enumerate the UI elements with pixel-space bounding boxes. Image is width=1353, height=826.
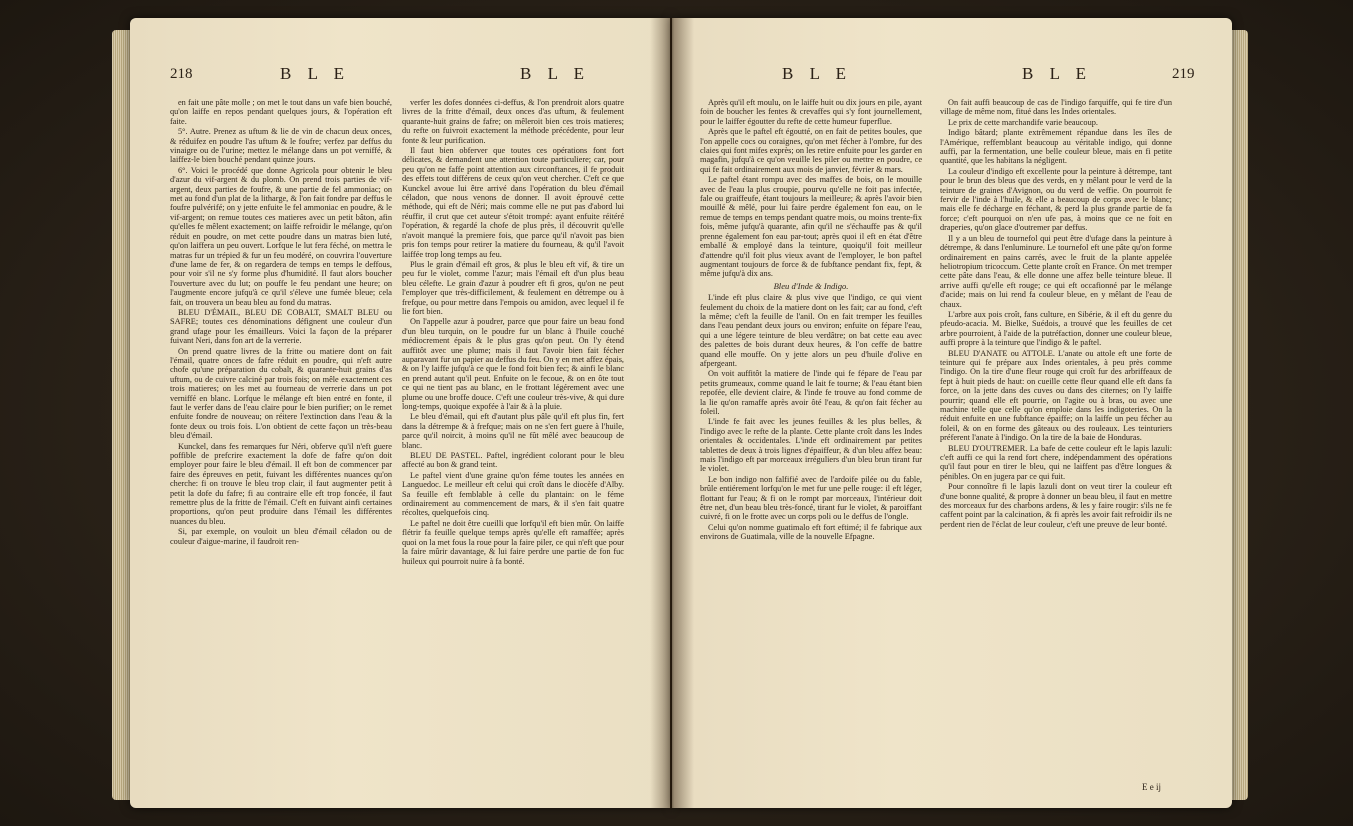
paragraph: Après que le paftel eft égoutté, on en fait de petites boules, que l'on appelle cocs ou coraignes, qu'on met fécher à l'ombre, fur des claies qui font mifes exprès; on les retire enfuite pour les garder en magafin, jufqu'à ce qu'on veuille les piler ou mettre en poudre, ce qui fe fait ordinairement aux mois de janvier, février & mars. xyxy=(700,127,922,174)
paragraph: Le paftel vient d'une graine qu'on féme toutes les années en Languedoc. Le meilleur eft celui qui croît dans le diocèfe d'Alby. Sa feuille eft femblable à celle du plantain: on le féme ordinairement au commencement de mars, & il s'en fait quatre récoltes, quelquefois cinq. xyxy=(402,470,624,518)
running-head-right-col3: B L E xyxy=(782,64,852,83)
paragraph: Il faut bien obferver que toutes ces opérations font fort délicates, & demandent une attention toute particuliere; car, pour peu qu'on ne faffe point attention aux circonftances, il fe produit des effets tout différens de ceux qu'on veut chercher. C'eft ce que Kunckel avoue lui être arrivé dans l'opération du bleu d'émail céladon, que nous venons de donner. Il avoit éprouvé cette méthode, qui eft de Néri; mais comme elle ne put pas d'abord lui réuffir, il crut que cet auteur s'étoit trompé: ayant enfuite réitéré l'opération, & regardé la chofe de plus près, il découvrit qu'elle n'avoit manqué la premiere fois, que parce qu'il n'avoit pas bien pris fon temps pour retirer la matiere du fourneau, & qu'il l'avoit laiffée trop long temps au feu. xyxy=(402,146,624,259)
left-page xyxy=(130,18,670,808)
paragraph: Indigo bâtard; plante extrêmement répandue dans les îles de l'Amérique, reffemblant beaucoup au véritable indigo, qui donne auffi, par la fermentation, une belle couleur bleue, mais en fi petite quantité, que les habitans la négligent. xyxy=(940,128,1172,166)
paragraph: Le bon indigo non falfifié avec de l'ardoife pilée ou du fable, brûle entiérement lorfqu'on le met fur une pelle rouge: il eft léger, flottant fur l'eau; & fi on le rompt par morceaux, l'intérieur doit être net, d'un beau bleu très-foncé, tirant fur le violet, & paroiffant cuivré, fi on le frotte avec un corps poli ou le deffus de l'ongle. xyxy=(700,474,922,522)
paragraph: On prend quatre livres de la fritte ou matiere dont on fait l'émail, quatre onces de fafre réduit en poudre, qui n'eft autre chofe qu'une préparation du cobalt, & quarante-huit grains d'as uftum, ou de cuivre calciné par trois fois; on mêle exactement ces trois matieres; on les met au fourneau de verrerie dans un pot verniffé en blanc. Lorfque le mélange eft bien entré en fonte, il faut le verfer dans de l'eau claire pour le bien purifier; on le remet enfuite fondre de nouveau; on réitere l'extinction dans l'eau & la fonte deux ou trois fois. L'on obtient de cette façon un très-beau bleu d'émail. xyxy=(170,346,392,441)
paragraph: en fait une pâte molle ; on met le tout dans un vafe bien bouché, qu'on laiffe en repos pendant quelques jours, & l'opération eft faite. xyxy=(170,98,392,126)
paragraph: BLEU DE PASTEL. Paftel, ingrédient colorant pour le bleu affecté au bon & grand teint. xyxy=(402,451,624,470)
paragraph: On l'appelle azur à poudrer, parce que pour faire un beau fond d'un bleu turquin, on le poudre fur un blanc à l'huile couché médiocrement épais & le plus gras qu'on peut. On l'y étend auffitôt avec une plume; mais il faut l'avoir bien fait fécher auparavant fur un papier au deffus du feu. On y en met affez épais, & on l'y laiffe jufqu'à ce que le fond foit bien fec; & ainfi le blanc en prend autant qu'il peut. Enfuite on le fecoue, & on en ôte tout ce qui ne tient pas au blanc, en le frottant légérement avec une plume ou une broffe douce. C'eft une couleur très-vive, & qui dure long-temps, quoique expofée à l'air & à la pluie. xyxy=(402,317,624,411)
paragraph: On voit auffitôt la matiere de l'inde qui fe fépare de l'eau par petits grumeaux, comme quand le lait fe tourne; & l'eau étant bien repofée, elle devient claire, & l'inde fe trouve au fond comme de la lie qu'on ramaffe après avoir ôté l'eau, & qu'on fait fécher au foleil. xyxy=(700,369,922,416)
paragraph: Le bleu d'émail, qui eft d'autant plus pâle qu'il eft plus fin, fert dans la détrempe & à frefque; mais on ne s'en fert guere à l'huile, parce qu'il noircit, à moins qu'il ne fût mêlé avec beaucoup de blanc. xyxy=(402,412,624,450)
book-gutter xyxy=(650,18,694,808)
paragraph: Le paftel ne doit être cueilli que lorfqu'il eft bien mûr. On laiffe flétrir fa feuille quelque temps après qu'elle eft ramaffée; après quoi on la met fous la roue pour la faire piler, ce qui n'eft que pour la faire mûrir davantage, & lui faire perdre une partie de fon fuc huileux qui pourroit nuire à fa bonté. xyxy=(402,518,624,566)
column-2 xyxy=(402,98,624,798)
paragraph: BLEU D'OUTREMER. La bafe de cette couleur eft le lapis lazuli: c'eft auffi ce qui la rend fort chere, indépendamment des opérations qu'il faut pour en tirer le bleu, qui ne laiffent pas d'être longues & pénibles. On en jugera par ce qui fuit. xyxy=(940,443,1172,481)
paragraph: verfer les dofes données ci-deffus, & l'on prendroit alors quatre livres de la fritte d'émail, deux onces d'as uftum, & feulement quarante-huit grains de fafre; on mêleroit bien ces trois matieres; du refte on fuivroit exactement la méthode précédente, pour leur fonte & leur purification. xyxy=(402,98,624,145)
paragraph: L'arbre aux pois croît, fans culture, en Sibérie, & il eft du genre du pfeudo-acacia. M. Bielke, Suédois, a trouvé que les feuilles de cet arbre pourroient, à l'aide de la putréfaction, donner une couleur bleue, auffi propre à la teinture que l'indigo & le paftel. xyxy=(940,309,1172,348)
paragraph: 5°. Autre. Prenez as uftum & lie de vin de chacun deux onces, & réduifez en poudre l'as uftum & le foufre; verfez par deffus du vinaigre ou de l'urine; mettez le mélange dans un pot verniffé, & laiffez-le bien bouché pendant quinze jours. xyxy=(170,127,392,165)
right-page-edges xyxy=(1232,30,1248,800)
column-3 xyxy=(700,98,922,798)
paragraph: Il y a un bleu de tournefol qui peut être d'ufage dans la peinture à détrempe, & dans l'enluminure. Le tournefol eft une pâte qu'on forme ordinairement en pains carrés, avec le fruit de la plante appelée heliotropium tricoccum. Cette plante croît en France. On met tremper cette pâte dans l'eau, & elle donne une affez belle teinture bleue. Il arrive auffi qu'elle eft rouge; ce qui eft occafionné par le mélange d'acide; mais on lui rend fa couleur bleue, en y mêlant de l'eau de chaux. xyxy=(940,233,1172,309)
paragraph: BLEU D'ANATE ou ATTOLE. L'anate ou attole eft une forte de teinture qui fe prépare aux Indes orientales, à peu près comme l'indigo. On la tire d'une fleur rouge qui croît fur des arbriffeaux de fept à huit pieds de haut: on cueille cette fleur quand elle eft dans fa force, on la jette dans des cuves ou dans des citernes; on l'y laiffe pourrir; quand elle eft pourrie, on l'agite ou à bras, ou avec une machine telle que celle qu'on emploie dans les indigoteries. On la réduit enfuite en une fubftance épaiffe; on la laiffe un peu fécher au foleil, & on en forme des gâteaux ou des rouleaux. Les teinturiers préferent l'anate à l'indigo. On la tire de la baie de Honduras. xyxy=(940,348,1172,443)
paragraph: Le prix de cette marchandife varie beaucoup. xyxy=(948,117,1098,127)
paragraph: BLEU D'ÉMAIL, BLEU DE COBALT, SMALT BLEU ou SAFRE; toutes ces dénominations défignent une couleur d'un grand ufage pour les émailleurs. Voici la façon de la préparer fuivant Neri, dans fon art de la verrerie. xyxy=(170,307,392,346)
page-number-left: 218 xyxy=(170,66,193,82)
running-head-right-col4: B L E xyxy=(1022,64,1092,83)
paragraph: Celui qu'on nomme guatimalo eft fort eftimé; il fe fabrique aux environs de Guatimala, ville de la nouvelle Efpagne. xyxy=(700,522,922,542)
left-page-edges xyxy=(112,30,130,800)
paragraph: L'inde eft plus claire & plus vive que l'indigo, ce qui vient feulement du choix de la matiere dont on les fait; car au fond, c'eft la même; c'eft la feuille de l'anil. On en fait tremper les feuilles dans l'eau pendant deux jours ou environ; enfuite on fépare l'eau, qui a une légere teinture de bleu verdâtre; on bat cette eau avec des palettes de bois durant deux heures, & l'on ceffe de battre quand elle mouffe. On y jette alors un peu d'huile d'olive en afpergeant. xyxy=(700,293,922,368)
section-heading: Bleu d'Inde & Indigo. xyxy=(773,280,849,291)
paragraph: On fait auffi beaucoup de cas de l'indigo farquiffe, qui fe tire d'un village de même nom, fitué dans les Indes orientales. xyxy=(940,98,1172,117)
right-page xyxy=(672,18,1232,808)
paragraph: L'inde fe fait avec les jeunes feuilles & les plus belles, & l'indigo avec le refte de la plante. Cette plante croît dans les Indes orientales & occidentales. L'inde eft ordinairement par petites tablettes de deux à trois lignes d'épaiffeur, & d'un bleu affez beau: mais l'indigo eft par morceaux irréguliers d'un bleu brun tirant fur le violet. xyxy=(700,417,922,474)
paragraph: Plus le grain d'émail eft gros, & plus le bleu eft vif, & tire un peu fur le violet, comme l'azur; mais l'émail eft d'un plus beau bleu célefte. Le grain d'azur à poudrer eft fi gros, qu'on ne peut l'employer que très-difficilement, & feulement en détrempe ou à frefque, ou pour mettre dans l'empois ou amidon, avec lequel il fe lie fort bien. xyxy=(402,259,624,316)
column-1 xyxy=(170,98,392,798)
paragraph: Kunckel, dans fes remarques fur Néri, obferve qu'il n'eft guere poffible de prefcrire exactement la dofe de fafre qu'on doit employer pour faire le bleu d'émail. Il eft bon de commencer par faire des épreuves en petit, fuivant les différentes nuances qu'on cherche: fi on trouve le bleu trop clair, il faut augmenter petit à petit la dofe du fafre; fi au contraire elle eft trop foncée, il faut remettre plus de la fritte de l'émail. C'eft en fuivant ainfi certaines proportions, qu'on peut produire dans l'émail les différentes nuances du bleu. xyxy=(170,441,392,526)
paragraph: La couleur d'indigo eft excellente pour la peinture à détrempe, tant pour le brun des bleus que des verds, en y mêlant pour le verd de la teinture de graines d'Avignon, ou du verd de veffie. On pourroit fe fervir de l'inde à l'huile, & elle a beaucoup de corps avec le blanc; mais elle fe décharge en féchant, & perd la plus grande partie de fa force; c'eft pourquoi on n'en ufe pas, à moins que ce ne foit en draperies, qu'on glace d'outremer par deffus. xyxy=(940,166,1172,233)
paragraph: Après qu'il eft moulu, on le laiffe huit ou dix jours en pile, ayant foin de boucher les fentes & crevaffes qui s'y font journellement, pour le laiffer égoutter du refte de cette humeur fuperflue. xyxy=(700,98,922,126)
page-number-right: 219 xyxy=(1172,66,1195,82)
paragraph: Si, par exemple, on vouloit un bleu d'émail céladon ou de couleur d'aigue-marine, il faudroit ren- xyxy=(170,527,392,546)
signature-mark: E e ij xyxy=(1142,782,1161,792)
running-head-left-col1: B L E xyxy=(280,64,350,83)
paragraph: Le paftel étant rompu avec des maffes de bois, on le mouille avec de l'eau la plus croupie, pourvu qu'elle ne foit pas infectée, fale ou graiffeufe, étant toujours la meilleure; & après l'avoir bien mouillé & mêlé, pour lui faire perdre également fon eau, on le remue de temps en temps pendant quatre mois, ou moins trente-fix fois, même jufqu'à quarante, afin qu'il ne s'échauffe pas & qu'il prenne également fon eau par-tout; après quoi il eft en état d'être emballé & employé dans la teinture, quoiqu'il foit meilleur d'attendre qu'il foit plus vieux avant de l'employer, le bon paftel augmentant toujours de force & de fubftance pendant fix, fept, & même jufqu'à dix ans. xyxy=(700,175,922,279)
paragraph: 6°. Voici le procédé que donne Agricola pour obtenir le bleu d'azur du vif-argent & du plomb. On prend trois parties de vif-argent, deux parties de foufre, & une partie de fel ammoniac; on met au fond d'un plat de la litharge, & l'on fait fondre par deffus le foufre pulvérifé; on y jette enfuite le fel ammoniac en poudre, & le vif-argent; on remue toutes ces matieres avec un petit bâton, afin qu'elles fe mêlent exactement; on laiffe refroidir le mélange, qu'on réduit en poudre, on met cette poudre dans un matras bien luté, qu'on laiffera un peu ouvert. Lorfque le lut fera féché, on mettra le matras fur un trépied & fur un feu modéré, on couvrira l'ouverture d'une lame de fer, & on regardera de temps en temps le deffous, pour voir s'il ne s'y forme plus d'humidité. Il faut alors boucher l'ouverture avec du lut; on pouffe le feu pendant une heure; on l'augmente encore jufqu'à ce qu'il s'éleve une fumée bleue; cela fait, on trouvera un beau bleu au fond du matras. xyxy=(170,165,392,307)
column-4 xyxy=(940,98,1172,798)
running-head-left-col2: B L E xyxy=(520,64,590,83)
paragraph: Pour connoître fi le lapis lazuli dont on veut tirer la couleur eft d'une bonne qualité, & propre à donner un beau bleu, il faut en mettre des morceaux fur des charbons ardens, & les y faire rougir: s'ils ne fe caffent point par la calcination, & fi après les avoir fait refroidir ils ne perdent rien de l'éclat de leur couleur, c'eft une preuve de leur bonté. xyxy=(940,482,1172,529)
